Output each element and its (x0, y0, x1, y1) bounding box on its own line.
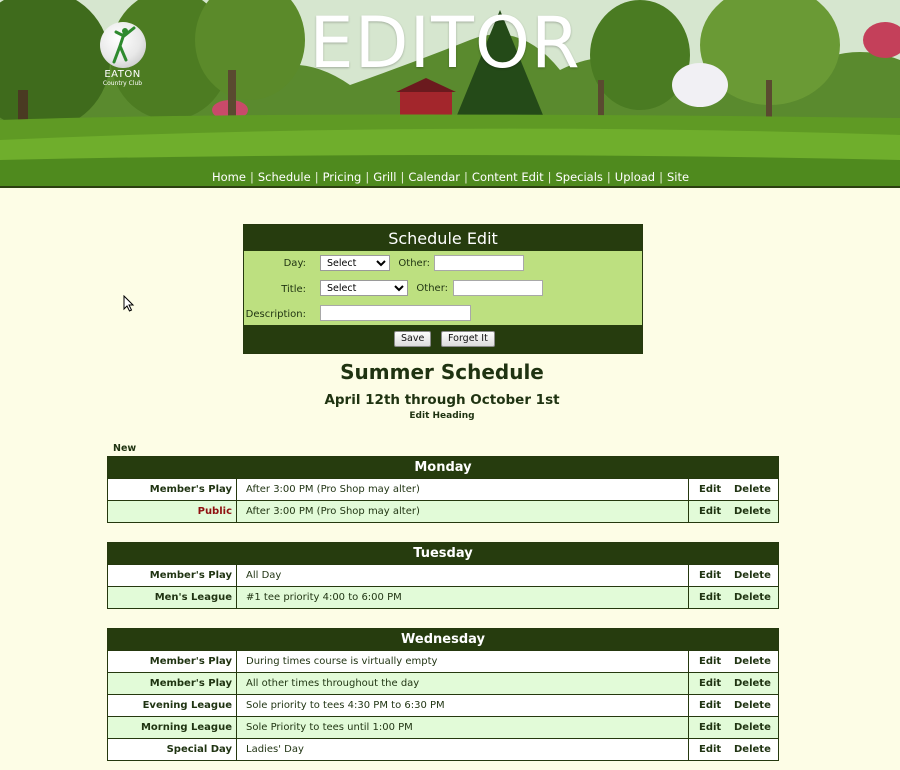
schedule-title: Summer Schedule (340, 360, 544, 384)
nav-schedule[interactable]: Schedule (257, 170, 311, 184)
delete-link[interactable]: Delete (734, 656, 771, 667)
delete-link[interactable]: Delete (734, 678, 771, 689)
row-actions (688, 479, 779, 500)
row-actions (688, 717, 779, 738)
table-row (108, 672, 778, 694)
table-row (108, 694, 778, 716)
table-row (108, 500, 778, 522)
schedule-edit-form (243, 224, 643, 354)
row-description: Ladies' Day (246, 744, 304, 755)
day-select[interactable] (320, 255, 390, 271)
nav-separator: | (314, 170, 319, 184)
day-table-monday (107, 456, 779, 523)
delete-link[interactable]: Delete (734, 570, 771, 581)
row-description: After 3:00 PM (Pro Shop may alter) (246, 484, 420, 495)
delete-link[interactable]: Delete (734, 700, 771, 711)
table-row (108, 478, 778, 500)
row-actions (688, 739, 779, 760)
row-description: Sole priority to tees 4:30 PM to 6:30 PM (246, 700, 445, 711)
row-description: All Day (246, 570, 282, 581)
row-actions (688, 587, 779, 608)
title-select[interactable] (320, 280, 408, 296)
page-title: EDITOR (309, 2, 581, 84)
new-entry-link[interactable]: New (113, 443, 137, 454)
nav-calendar[interactable]: Calendar (408, 170, 461, 184)
form-footer (244, 325, 642, 353)
edit-link[interactable]: Edit (699, 700, 722, 711)
row-actions (688, 695, 779, 716)
table-row (108, 716, 778, 738)
row-description: After 3:00 PM (Pro Shop may alter) (246, 506, 420, 517)
mouse-cursor-icon (123, 295, 135, 313)
form-heading: Schedule Edit (244, 225, 642, 251)
day-heading: Wednesday (108, 629, 778, 650)
row-title: Special Day (108, 739, 237, 760)
row-description: During times course is virtually empty (246, 656, 438, 667)
description-input[interactable] (320, 305, 471, 321)
nav-content-edit[interactable]: Content Edit (471, 170, 544, 184)
edit-link[interactable]: Edit (699, 744, 722, 755)
nav-separator: | (606, 170, 611, 184)
nav-specials[interactable]: Specials (555, 170, 603, 184)
save-button[interactable]: Save (394, 331, 431, 347)
edit-link[interactable]: Edit (699, 592, 722, 603)
golfer-icon (100, 22, 146, 68)
row-title: Public (108, 501, 237, 522)
edit-heading-link[interactable]: Edit Heading (409, 411, 475, 421)
day-other-input[interactable] (434, 255, 524, 271)
table-row (108, 738, 778, 760)
nav-separator: | (464, 170, 468, 184)
row-title: Evening League (108, 695, 237, 716)
description-label: Description: (245, 309, 306, 320)
logo-name: EATON (104, 69, 141, 80)
nav-home[interactable]: Home (212, 170, 246, 184)
row-actions (688, 565, 779, 586)
edit-link[interactable]: Edit (699, 678, 722, 689)
nav-site[interactable]: Site (666, 170, 690, 184)
title-other-label: Other: (416, 283, 448, 294)
nav-separator: | (365, 170, 370, 184)
forget-it-button[interactable]: Forget It (441, 331, 495, 347)
row-actions (688, 651, 779, 672)
row-title: Morning League (108, 717, 237, 738)
day-heading: Tuesday (108, 543, 778, 564)
nav-separator: | (547, 170, 552, 184)
day-other-label: Other: (398, 258, 430, 269)
row-description: Sole Priority to tees until 1:00 PM (246, 722, 413, 733)
row-title: Member's Play (108, 673, 237, 694)
schedule-dates: April 12th through October 1st (324, 392, 560, 408)
row-description: #1 tee priority 4:00 to 6:00 PM (246, 592, 402, 603)
logo-subtitle: Country Club (102, 80, 143, 87)
table-row (108, 650, 778, 672)
nav-separator: | (659, 170, 663, 184)
table-row (108, 586, 778, 608)
row-title: Member's Play (108, 651, 237, 672)
header-banner (0, 0, 900, 188)
row-title: Member's Play (108, 479, 237, 500)
row-actions (688, 501, 779, 522)
golf-ball-icon (100, 22, 146, 68)
delete-link[interactable]: Delete (734, 744, 771, 755)
nav-upload[interactable]: Upload (614, 170, 656, 184)
main-nav (212, 170, 689, 184)
day-heading: Monday (108, 457, 778, 478)
row-title: Men's League (108, 587, 237, 608)
title-other-input[interactable] (453, 280, 543, 296)
day-table-tuesday (107, 542, 779, 609)
row-actions (688, 673, 779, 694)
table-row (108, 564, 778, 586)
nav-separator: | (400, 170, 405, 184)
edit-link[interactable]: Edit (699, 484, 722, 495)
nav-separator: | (249, 170, 254, 184)
day-label: Day: (283, 258, 306, 269)
edit-link[interactable]: Edit (699, 722, 722, 733)
delete-link[interactable]: Delete (734, 484, 771, 495)
edit-link[interactable]: Edit (699, 506, 722, 517)
edit-link[interactable]: Edit (699, 656, 722, 667)
nav-pricing[interactable]: Pricing (322, 170, 362, 184)
delete-link[interactable]: Delete (734, 592, 771, 603)
day-table-wednesday (107, 628, 779, 761)
title-label: Title: (281, 284, 306, 295)
delete-link[interactable]: Delete (734, 506, 771, 517)
delete-link[interactable]: Delete (734, 722, 771, 733)
row-title: Member's Play (108, 565, 237, 586)
club-logo (95, 22, 150, 87)
nav-grill[interactable]: Grill (373, 170, 397, 184)
edit-link[interactable]: Edit (699, 570, 722, 581)
row-description: All other times throughout the day (246, 678, 420, 689)
